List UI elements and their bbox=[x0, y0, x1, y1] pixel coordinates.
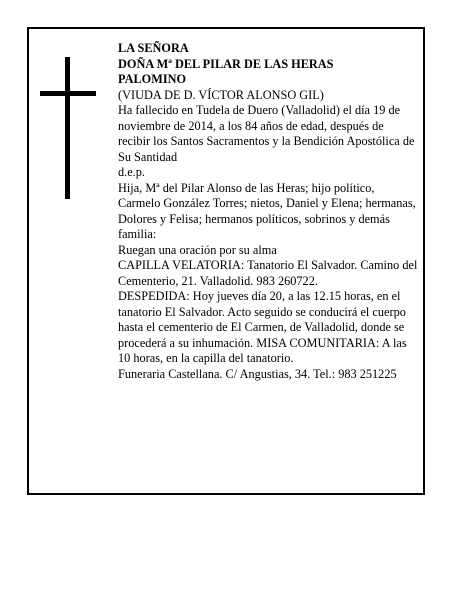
widow-of: (VIUDA DE D. VÍCTOR ALONSO GIL) bbox=[118, 87, 324, 102]
cross-vertical-bar bbox=[65, 57, 70, 199]
deceased-name-line-2: PALOMINO bbox=[118, 72, 187, 86]
prayer-request: Ruegan una oración por su alma bbox=[118, 242, 277, 257]
deceased-name-line-1: DOÑA Mª DEL PILAR DE LAS HERAS bbox=[118, 56, 334, 71]
notice-text bbox=[118, 41, 418, 382]
death-announcement: Ha fallecido en Tudela de Duero (Valladolid) el día 19 de noviembre de 2014, a los 84 años de edad, después de recibir los Santos Sacramentos y la Bendición Apostólica de Su Santidad bbox=[118, 103, 415, 164]
notice-title: LA SEÑORA bbox=[118, 41, 189, 55]
cross-icon bbox=[40, 57, 96, 199]
relatives-list: Hija, Mª del Pilar Alonso de las Heras; hijo político, Carmelo González Torres; nietos, Daniel y Elena; hermanas, Dolores y Felisa; hermanos políticos, sobrinos y demás familia: bbox=[118, 180, 416, 241]
farewell-details: DESPEDIDA: Hoy jueves día 20, a las 12.15 horas, en el tanatorio El Salvador. Acto seguido se conducirá el cuerpo hasta el cementerio de El Carmen, de Valladolid, donde se procederá a su inhumación. MISA COMUNITARIA: A las 10 horas, en la capilla del tanatorio. bbox=[118, 289, 407, 365]
funeral-home: Funeraria Castellana. C/ Angustias, 34. Tel.: 983 251225 bbox=[118, 366, 397, 381]
cross-horizontal-bar bbox=[40, 91, 96, 96]
obituary-notice bbox=[27, 27, 425, 495]
wake-location: CAPILLA VELATORIA: Tanatorio El Salvador. Camino del Cementerio, 21. Valladolid. 983 260722. bbox=[118, 258, 418, 288]
rest-in-peace: d.e.p. bbox=[118, 165, 145, 179]
